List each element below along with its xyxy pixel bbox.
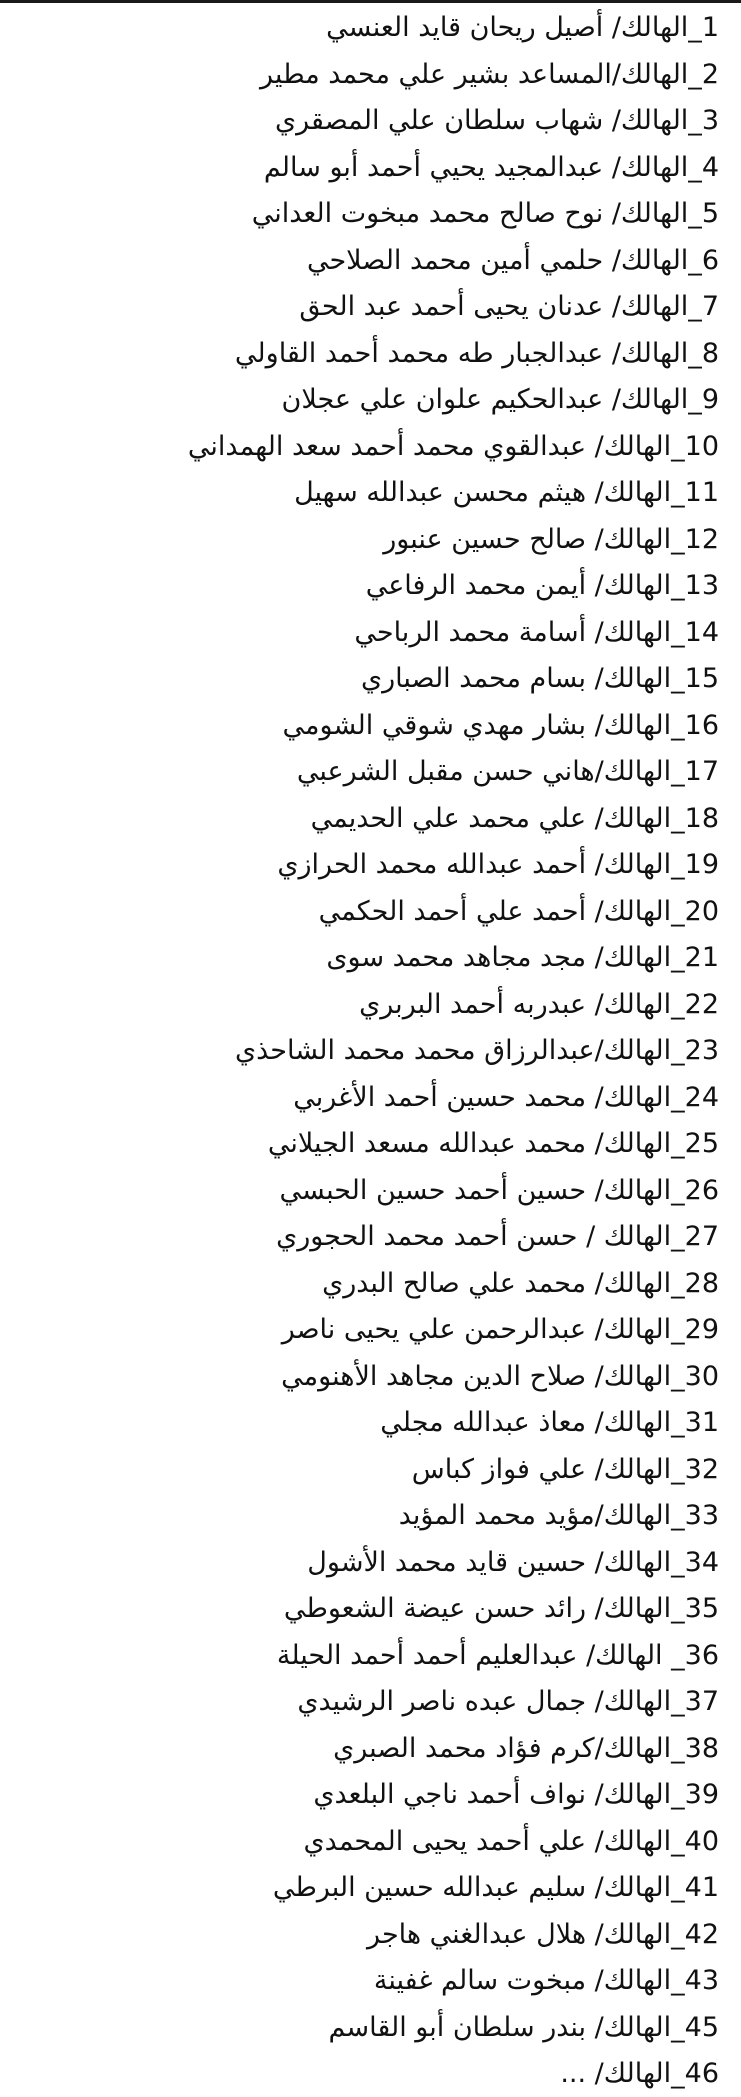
list-item: 10_الهالك/ عبدالقوي محمد أحمد سعد الهمداني [187,430,719,462]
list-item: 18_الهالك/ علي محمد علي الحديمي [310,802,719,834]
list-item: 30_الهالك/ صلاح الدين مجاهد الأهنومي [281,1360,719,1392]
list-item: 2_الهالك/المساعد بشير علي محمد مطير [260,58,719,90]
list-item: 11_الهالك/ هيثم محسن عبدالله سهيل [294,477,719,508]
list-item: 16_الهالك/ بشار مهدي شوقي الشومي [282,709,719,741]
list-item: 1_الهالك/ أصيل ريحان قايد العنسي [326,12,719,43]
list-item: 38_الهالك/كرم فؤاد محمد الصبري [333,1732,719,1764]
list-item: 24_الهالك/ محمد حسين أحمد الأغربي [293,1081,719,1113]
list-item: 35_الهالك/ رائد حسن عيضة الشعوطي [283,1593,719,1624]
list-item: 15_الهالك/ بسام محمد الصباري [361,663,719,694]
list-item: 27_الهالك / حسن أحمد محمد الحجوري [276,1221,719,1252]
list-item: 34_الهالك/ حسين قايد محمد الأشول [307,1546,719,1578]
list-item: 8_الهالك/ عبدالجبار طه محمد أحمد القاولي [234,337,719,369]
list-item: 4_الهالك/ عبدالمجيد يحيي أحمد أبو سالم [263,151,719,183]
list-item: 21_الهالك/ مجد مجاهد محمد سوى [326,942,719,973]
list-item: 19_الهالك/ أحمد عبدالله محمد الحرازي [277,849,719,880]
list-item: 41_الهالك/ سليم عبدالله حسين البرطي [272,1872,719,1903]
list-item: 29_الهالك/ عبدالرحمن علي يحيى ناصر [281,1314,719,1345]
list-item: 39_الهالك/ نواف أحمد ناجي البلعدي [313,1779,719,1810]
list-item: 45_الهالك/ بندر سلطان أبو القاسم [328,2011,719,2043]
list-item: 28_الهالك/ محمد علي صالح البدري [322,1267,719,1299]
list-item: 3_الهالك/ شهاب سلطان علي المصقري [275,105,719,136]
top-border-line [0,0,741,3]
list-item: 32_الهالك/ علي فواز كباس [411,1453,719,1485]
list-item: 7_الهالك/ عدنان يحيى أحمد عبد الحق [299,291,719,322]
list-item: 31_الهالك/ معاذ عبدالله مجلي [380,1407,719,1438]
list-item: 12_الهالك/ صالح حسين عنبور [383,523,719,555]
list-item: 40_الهالك/ علي أحمد يحيى المحمدي [303,1825,719,1857]
list-item: 42_الهالك/ هلال عبدالغني هاجر [367,1918,719,1950]
list-item: 5_الهالك/ نوح صالح محمد مبخوت العداني [251,198,719,229]
names-list [0,5,741,2089]
list-item: 22_الهالك/ عبدربه أحمد البربري [359,988,719,1020]
list-item-cut-off: 46_الهالك/ ... [560,2058,719,2089]
list-item: 23_الهالك/عبدالرزاق محمد محمد الشاحذي [234,1035,719,1066]
list-item: 6_الهالك/ حلمي أمين محمد الصلاحي [306,244,719,276]
list-item: 9_الهالك/ عبدالحكيم علوان علي عجلان [281,384,719,415]
list-item: 25_الهالك/ محمد عبدالله مسعد الجيلاني [267,1128,719,1159]
list-item: 20_الهالك/ أحمد علي أحمد الحكمي [318,895,719,927]
list-item: 13_الهالك/ أيمن محمد الرفاعي [365,570,719,601]
list-item: 37_الهالك/ جمال عبده ناصر الرشيدي [297,1686,719,1717]
list-item: 26_الهالك/ حسين أحمد حسين الحبسي [279,1174,719,1206]
list-item: 36_ الهالك/ عبدالعليم أحمد أحمد الحيلة [276,1639,719,1671]
list-item: 43_الهالك/ مبخوت سالم غفينة [373,1965,719,1996]
list-item: 14_الهالك/ أسامة محمد الرباحي [354,616,719,648]
list-item: 33_الهالك/مؤيد محمد المؤيد [398,1500,719,1531]
list-item: 17_الهالك/هاني حسن مقبل الشرعبي [296,756,719,787]
